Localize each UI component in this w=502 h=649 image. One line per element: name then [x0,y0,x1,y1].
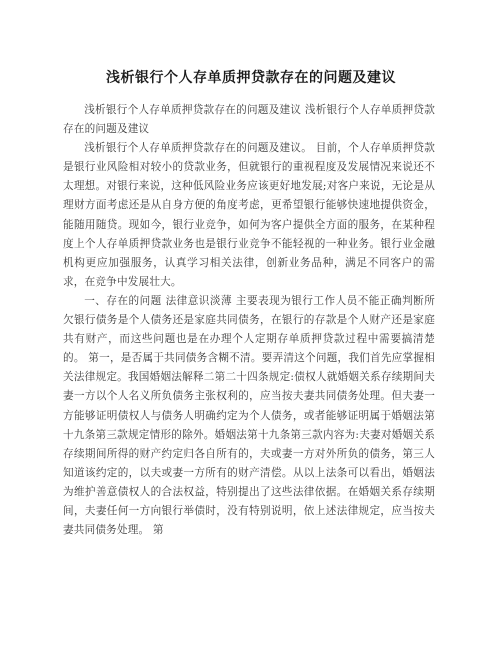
paragraph-problems: 一、存在的问题 法律意识淡薄 主要表现为银行工作人员不能正确判断所欠银行债务是个人债务还是家庭共同债务，在银行的存款是个人财产还是家庭共有财产，而这些问题也是在办理个人定期存单质押贷款过程中需要搞清楚的。 第一，是否属于共同债务含糊不清。要弄清这个问题，我们首先应掌握相关法律规定。我国婚姻法解释二第二十四条规定:债权人就婚姻关系存续期间夫妻一方以个人名义所负债务主张权利的，应当按夫妻共同债务处理。但夫妻一方能够证明债权人与债务人明确约定为个人债务，或者能够证明属于婚姻法第十九条第三款规定情形的除外。婚姻法第十九条第三款内容为:夫妻对婚姻关系存续期间所得的财产约定归各自所有的，夫或妻一方对外所负的债务，第三人知道该约定的，以夫或妻一方所有的财产清偿。从以上法条可以看出，婚姻法为维护善意债权人的合法权益，特别提出了这些法律依据。在婚姻关系存续期间，夫妻任何一方向银行举债时，没有特别说明，依上述法律规定，应当按夫妻共同债务处理。 第 [63,294,435,537]
paragraph-introduction: 浅析银行个人存单质押贷款存在的问题及建议。 目前，个人存单质押贷款是银行业风险相对较小的贷款业务，但就银行的重视程度及发展情况来说还不太理想。对银行来说，这种低风险业务应该更好地发展;对客户来说，无论是从理财方面考虑还是从自身方便的角度考虑，更希望银行能够快速地提供资金，能随用随贷。现如今，银行业竞争，如何为客户提供全方面的服务，在某种程度上个人存单质押贷款业务也是银行业竞争不能轻视的一种业务。银行业金融机构更应加强服务，认真学习相关法律，创新业务品种，满足不同客户的需求，在竞争中发展壮大。 [63,142,435,288]
paragraph-heading-repeat: 浅析银行个人存单质押贷款存在的问题及建议 浅析银行个人存单质押贷款存在的问题及建议 [63,104,435,136]
document-body [63,101,435,540]
document-title: 浅析银行个人存单质押贷款存在的问题及建议 [106,70,396,86]
